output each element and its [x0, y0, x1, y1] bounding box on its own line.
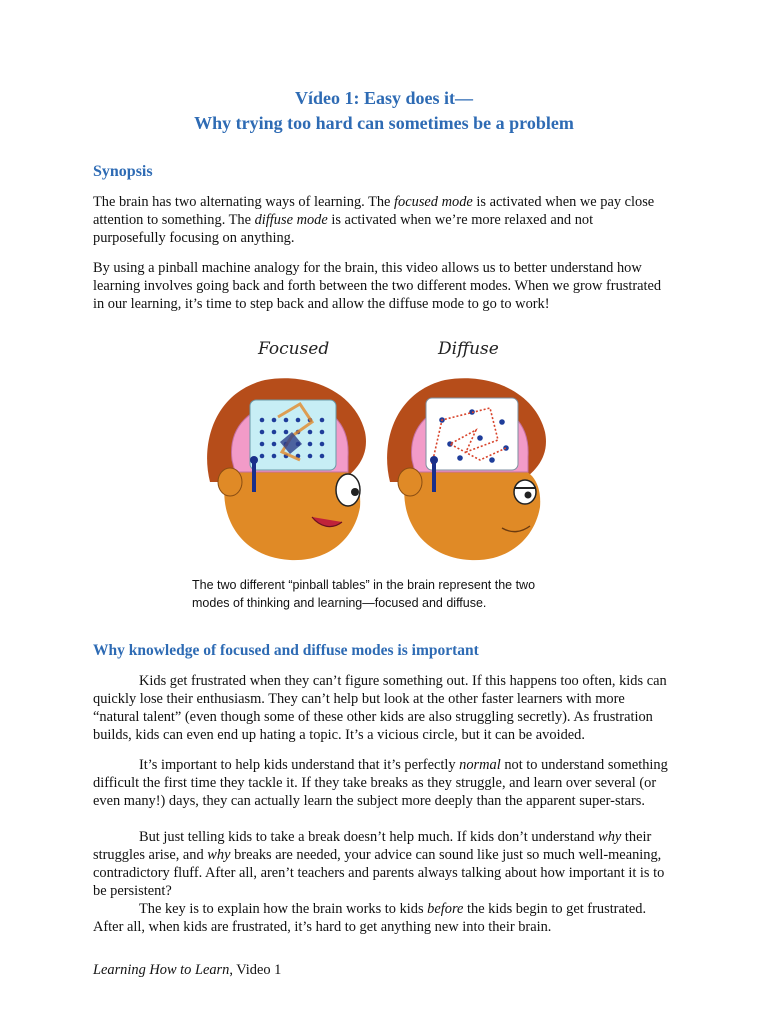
synopsis-heading: Synopsis	[93, 163, 153, 180]
focused-label: Focused	[258, 339, 330, 359]
diffuse-head	[387, 378, 546, 560]
synopsis-paragraph-2: By using a pinball machine analogy for the brain, this video allows us to better understand how learning involves going back and forth between the two different modes. When we grow frustrated in our learning, it’s time to step back and allow the diffuse mode to go to work!	[93, 260, 662, 312]
brain-modes-illustration	[180, 332, 560, 568]
caption-line-1: The two different “pinball tables” in the brain represent the two	[192, 578, 536, 592]
section2-paragraph-2: It’s important to help kids understand that it’s perfectly normal not to understand something difficult the first time they tackle it. If they take breaks as they struggle, and learn over several (or even many!) days, they can actually learn the subject more deeply than the apparent super-stars.	[93, 757, 668, 809]
section2-paragraph-4: The key is to explain how the brain works to kids before the kids begin to get frustrated. After all, when kids are frustrated, it’s hard to get anything new into their brain.	[93, 901, 647, 935]
title-line-1: Vídeo 1: Easy does it—	[294, 88, 473, 108]
section-heading-modes-importance: Why knowledge of focused and diffuse modes is important	[93, 642, 479, 659]
focused-head	[207, 378, 366, 560]
section2-paragraph-1: Kids get frustrated when they can’t figure something out. If this happens too often, kids can quickly lose their enthusiasm. They can’t help but look at the other faster learners with more “natural talent” (even though some of these other kids are also struggling secretly). As frustration builds, kids can even end up hating a topic. It’s a vicious circle, but it can be avoided.	[93, 673, 667, 743]
title-line-2: Why trying too hard can sometimes be a problem	[194, 113, 574, 133]
section2-paragraph-3: But just telling kids to take a break doesn’t help much. If kids don’t understand why their struggles arise, and why breaks are needed, your advice can sound like just so much well-meaning, contradictory fluff. After all, aren’t teachers and parents always talking about how important it is to be persistent?	[93, 829, 665, 899]
figure-caption	[192, 576, 572, 612]
synopsis-paragraph-1: The brain has two alternating ways of learning. The focused mode is activated when we pay close attention to something. The diffuse mode is activated when we’re more relaxed and not purposefully focusing on anything.	[93, 194, 655, 246]
page-footer: Learning How to Learn, Video 1	[93, 962, 282, 978]
diffuse-label: Diffuse	[438, 339, 499, 359]
caption-line-2: modes of thinking and learning—focused and diffuse.	[192, 596, 487, 610]
